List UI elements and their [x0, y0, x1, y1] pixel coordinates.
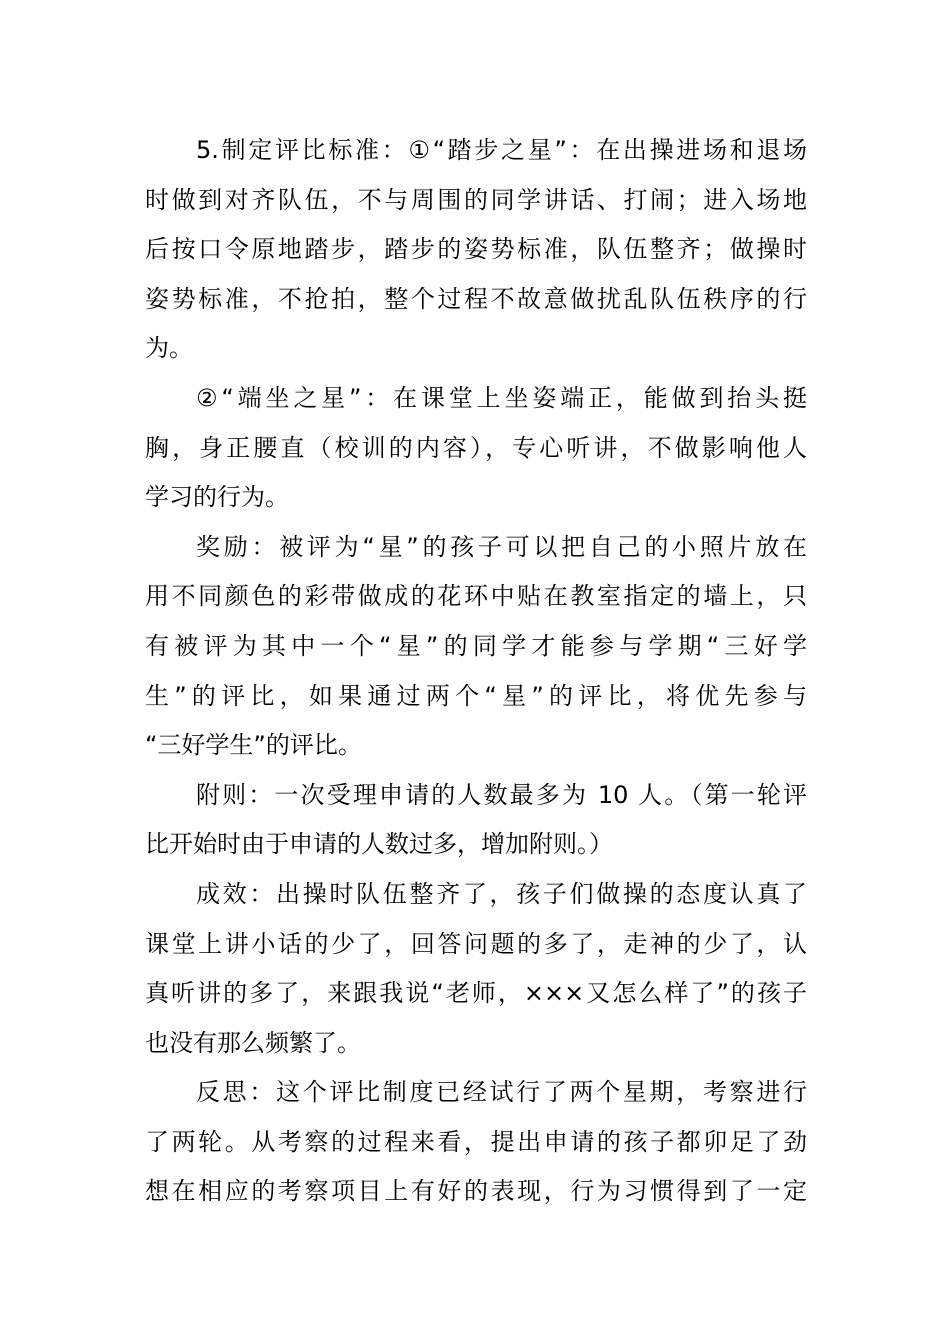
text-line: 5.制定评比标准：①“踏步之星”：在出操进场和退场 [196, 136, 807, 164]
text-line: 附则：一次受理申请的人数最多为 10 人。（第一轮评 [196, 780, 807, 809]
text-line: ②“端坐之星”：在课堂上坐姿端正，能做到抬头挺 [196, 383, 807, 412]
text-line: 反思：这个评比制度已经试行了两个星期，考察进行 [196, 1078, 807, 1107]
text-line: 姿势标准，不抢拍，整个过程不故意做扰乱队伍秩序的行 [145, 284, 807, 313]
text-line: 时做到对齐队伍，不与周围的同学讲话、打闹；进入场地 [145, 185, 807, 214]
text-line: 为。 [145, 334, 193, 363]
text-line: “三好学生”的评比。 [145, 731, 362, 760]
text-line: 有被评为其中一个“星”的同学才能参与学期“三好学 [145, 631, 807, 660]
text-line: 胸，身正腰直（校训的内容），专心听讲，不做影响他人 [145, 433, 807, 462]
text-line: 了两轮。从考察的过程来看，提出申请的孩子都卯足了劲 [145, 1127, 807, 1156]
text-line: 课堂上讲小话的少了，回答问题的多了，走神的少了，认 [145, 929, 807, 958]
text-line: 也没有那么频繁了。 [145, 1028, 361, 1057]
text-line: 学习的行为。 [145, 483, 289, 512]
text-line: 奖励：被评为“星”的孩子可以把自己的小照片放在 [196, 532, 807, 561]
text-line: 后按口令原地踏步，踏步的姿势标准，队伍整齐；做操时 [145, 235, 807, 264]
text-line: 生”的评比，如果通过两个“星”的评比，将优先参与 [145, 681, 807, 710]
text-line: 真听讲的多了，来跟我说“老师，×××又怎么样了”的孩子 [145, 979, 807, 1008]
document-body [145, 126, 807, 1217]
text-line: 比开始时由于申请的人数过多，增加附则。） [145, 830, 613, 859]
text-line: 想在相应的考察项目上有好的表现，行为习惯得到了一定 [145, 1177, 807, 1206]
text-line: 用不同颜色的彩带做成的花环中贴在教室指定的墙上，只 [145, 582, 807, 611]
text-line: 成效：出操时队伍整齐了，孩子们做操的态度认真了 [196, 879, 807, 908]
